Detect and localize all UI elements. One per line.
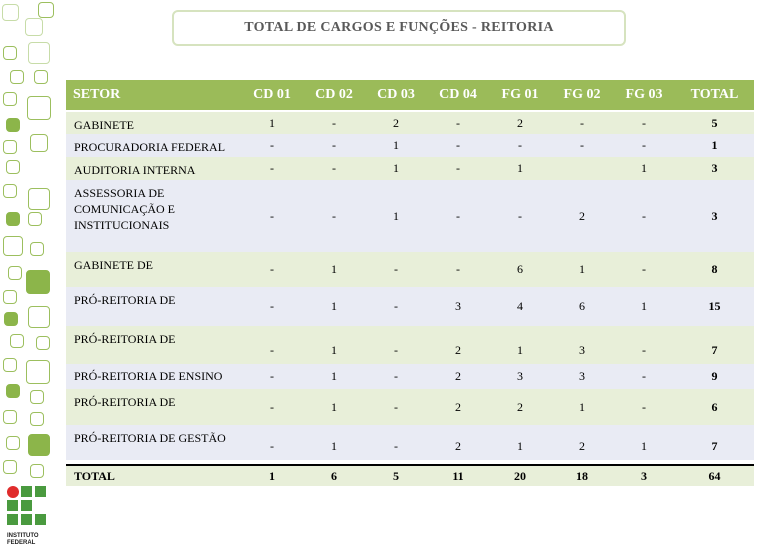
table-row <box>66 157 754 180</box>
value-cell: 3 <box>613 465 675 486</box>
value-cell: - <box>489 180 551 252</box>
value-cell: 1 <box>365 157 427 180</box>
value-cell: - <box>613 111 675 134</box>
value-cell: - <box>365 389 427 425</box>
value-cell: - <box>551 134 613 157</box>
total-row-label: TOTAL <box>66 465 241 486</box>
value-cell: - <box>427 157 489 180</box>
value-cell: - <box>613 134 675 157</box>
total-cell: 6 <box>675 389 754 425</box>
table-row <box>66 134 754 157</box>
value-cell: 1 <box>241 465 303 486</box>
table-row <box>66 180 754 252</box>
value-cell: - <box>613 252 675 287</box>
value-cell: - <box>241 252 303 287</box>
table-row <box>66 326 754 364</box>
value-cell: - <box>427 252 489 287</box>
table-row <box>66 389 754 425</box>
value-cell: 1 <box>489 326 551 364</box>
total-cell: 9 <box>675 364 754 389</box>
column-header-fg02: FG 02 <box>551 80 613 111</box>
setor-cell: PRÓ-REITORIA DE GESTÃO <box>66 425 241 460</box>
table-row <box>66 111 754 134</box>
logo-text-line2: FEDERAL <box>7 540 36 546</box>
table-header-row <box>66 80 754 111</box>
value-cell: 2 <box>551 425 613 460</box>
setor-cell: GABINETE <box>66 111 241 134</box>
column-header-fg01: FG 01 <box>489 80 551 111</box>
column-header-cd02: CD 02 <box>303 80 365 111</box>
value-cell: 1 <box>303 252 365 287</box>
logo-text <box>7 533 47 547</box>
value-cell: 1 <box>241 111 303 134</box>
value-cell: 1 <box>613 425 675 460</box>
value-cell: - <box>241 287 303 326</box>
column-header-fg03: FG 03 <box>613 80 675 111</box>
table-row <box>66 425 754 460</box>
setor-cell: AUDITORIA INTERNA <box>66 157 241 180</box>
total-cell: 7 <box>675 425 754 460</box>
value-cell: - <box>365 287 427 326</box>
setor-cell: PROCURADORIA FEDERAL <box>66 134 241 157</box>
value-cell: 3 <box>427 287 489 326</box>
grand-total-cell: 64 <box>675 465 754 486</box>
value-cell: 1 <box>489 157 551 180</box>
setor-cell: GABINETE DE <box>66 252 241 287</box>
value-cell: 1 <box>303 364 365 389</box>
total-cell: 5 <box>675 111 754 134</box>
column-header-cd01: CD 01 <box>241 80 303 111</box>
value-cell: 2 <box>427 326 489 364</box>
value-cell: 2 <box>489 389 551 425</box>
value-cell: 1 <box>303 326 365 364</box>
total-cell: 3 <box>675 180 754 252</box>
column-header-cd03: CD 03 <box>365 80 427 111</box>
value-cell: 1 <box>613 287 675 326</box>
value-cell: - <box>613 389 675 425</box>
value-cell: 2 <box>427 425 489 460</box>
value-cell: - <box>241 134 303 157</box>
value-cell: - <box>365 326 427 364</box>
value-cell: - <box>303 134 365 157</box>
column-header-total: TOTAL <box>675 80 754 111</box>
value-cell: 1 <box>303 425 365 460</box>
value-cell: - <box>303 180 365 252</box>
value-cell: - <box>427 134 489 157</box>
setor-cell: PRÓ-REITORIA DE ENSINO <box>66 364 241 389</box>
value-cell: 2 <box>489 111 551 134</box>
value-cell: - <box>241 157 303 180</box>
column-header-setor: SETOR <box>66 80 241 111</box>
value-cell: 1 <box>365 180 427 252</box>
page-title: TOTAL DE CARGOS E FUNÇÕES - REITORIA <box>172 10 626 46</box>
value-cell: 5 <box>365 465 427 486</box>
total-cell: 7 <box>675 326 754 364</box>
total-cell: 15 <box>675 287 754 326</box>
logo-red-circle <box>7 486 19 498</box>
table-row <box>66 287 754 326</box>
value-cell: 4 <box>489 287 551 326</box>
value-cell: - <box>303 157 365 180</box>
value-cell: 2 <box>427 389 489 425</box>
value-cell: - <box>427 111 489 134</box>
value-cell: 6 <box>551 287 613 326</box>
value-cell: 1 <box>365 134 427 157</box>
value-cell: 1 <box>551 389 613 425</box>
setor-cell: PRÓ-REITORIA DE <box>66 389 241 425</box>
value-cell: 6 <box>489 252 551 287</box>
setor-cell: PRÓ-REITORIA DE <box>66 287 241 326</box>
value-cell: 3 <box>551 326 613 364</box>
cargos-table <box>66 80 754 486</box>
value-cell: 3 <box>551 364 613 389</box>
value-cell: - <box>365 425 427 460</box>
value-cell: 1 <box>303 389 365 425</box>
value-cell: - <box>241 389 303 425</box>
value-cell: - <box>613 180 675 252</box>
table-row <box>66 252 754 287</box>
total-row <box>66 465 754 486</box>
institute-logo <box>7 486 47 546</box>
value-cell: 6 <box>303 465 365 486</box>
total-cell: 8 <box>675 252 754 287</box>
setor-cell: PRÓ-REITORIA DE <box>66 326 241 364</box>
value-cell: 20 <box>489 465 551 486</box>
value-cell: 18 <box>551 465 613 486</box>
value-cell: 1 <box>489 425 551 460</box>
value-cell: - <box>613 326 675 364</box>
total-cell: 3 <box>675 157 754 180</box>
table-row <box>66 364 754 389</box>
value-cell: - <box>241 180 303 252</box>
total-cell: 1 <box>675 134 754 157</box>
value-cell: 2 <box>551 180 613 252</box>
logo-text-line1: INSTITUTO <box>7 533 39 539</box>
value-cell: 3 <box>489 364 551 389</box>
value-cell: - <box>241 425 303 460</box>
column-header-cd04: CD 04 <box>427 80 489 111</box>
value-cell: - <box>241 326 303 364</box>
value-cell: 11 <box>427 465 489 486</box>
value-cell <box>551 157 613 180</box>
value-cell: 1 <box>303 287 365 326</box>
decorative-squares <box>0 0 62 490</box>
value-cell: 1 <box>551 252 613 287</box>
value-cell: - <box>613 364 675 389</box>
value-cell: 2 <box>427 364 489 389</box>
value-cell: - <box>365 364 427 389</box>
setor-cell: ASSESSORIA DE COMUNICAÇÃO E INSTITUCIONAIS <box>66 180 241 252</box>
value-cell: - <box>489 134 551 157</box>
value-cell: - <box>551 111 613 134</box>
value-cell: - <box>365 252 427 287</box>
value-cell: 1 <box>613 157 675 180</box>
value-cell: - <box>427 180 489 252</box>
value-cell: - <box>303 111 365 134</box>
value-cell: - <box>241 364 303 389</box>
value-cell: 2 <box>365 111 427 134</box>
